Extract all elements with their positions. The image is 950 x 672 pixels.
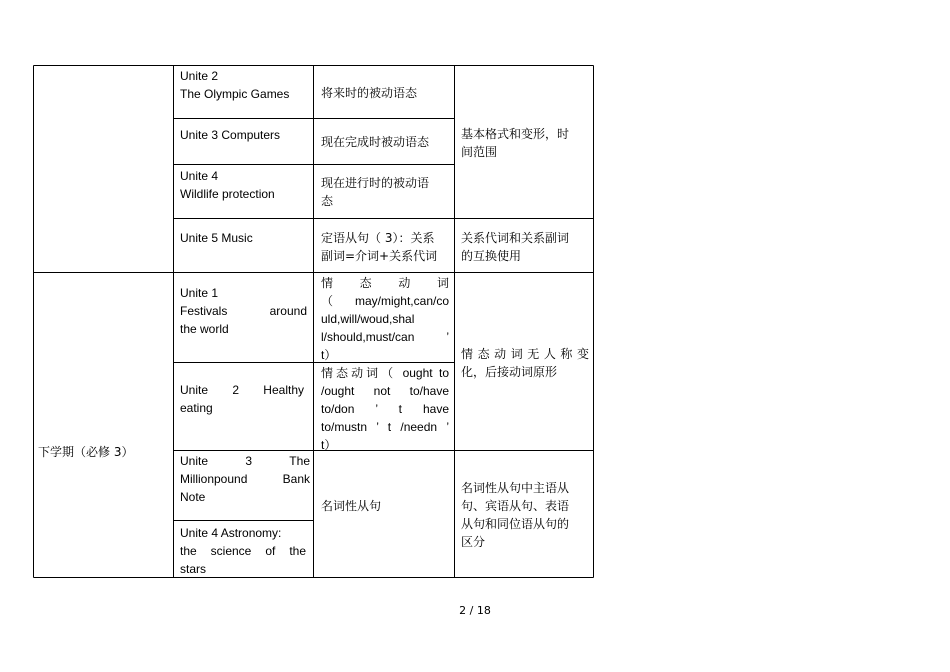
grammar-cell: 将来时的被动语态 (321, 86, 418, 100)
notes-cell: 情态动词无人称变 化，后接动词原形 (461, 347, 589, 379)
notes-cell: 名词性从句中主语从 句、宾语从句、表语 从句和同位语从句的 区分 (461, 481, 570, 549)
unit-cell: Unite 4 Wildlife protection (180, 169, 275, 201)
unit-cell: Unite 5 Music (180, 231, 253, 245)
unit-cell: Unite 1 Festivals around the world (180, 286, 307, 336)
grammar-cell: 情 态 动 词 （ may/might,can/co uld,will/woud,shal l/should,must/can ’ t） (321, 276, 449, 362)
unit-cell: Unite 2 The Olympic Games (180, 69, 290, 101)
notes-cell: 基本格式和变形，时 间范围 (461, 127, 570, 159)
notes-cell: 关系代词和关系副词 的互换使用 (461, 231, 570, 263)
grammar-cell: 情态动词（ ought to /ought not to/have to/don ’ t have to/mustn ’ t /needn ’ t） (321, 366, 449, 452)
grammar-cell: 现在进行时的被动语 态 (321, 176, 430, 208)
unit-cell: Unite 3 Computers (180, 128, 281, 142)
unit-cell: Unite 4 Astronomy: the science of the stars (180, 526, 306, 576)
semester-label: 下学期（必修 3） (38, 445, 134, 459)
grammar-cell: 名词性从句 (321, 499, 382, 513)
grammar-cell: 定语从句（ 3）：关系 副词=介词+关系代词 (321, 231, 438, 263)
grammar-cell: 现在完成时被动语态 (321, 135, 430, 149)
unit-cell: Unite 3 The Millionpound Bank Note (180, 454, 310, 504)
page-number: 2 / 18 (459, 604, 491, 617)
unit-cell: Unite 2 Healthy eating (180, 383, 304, 415)
